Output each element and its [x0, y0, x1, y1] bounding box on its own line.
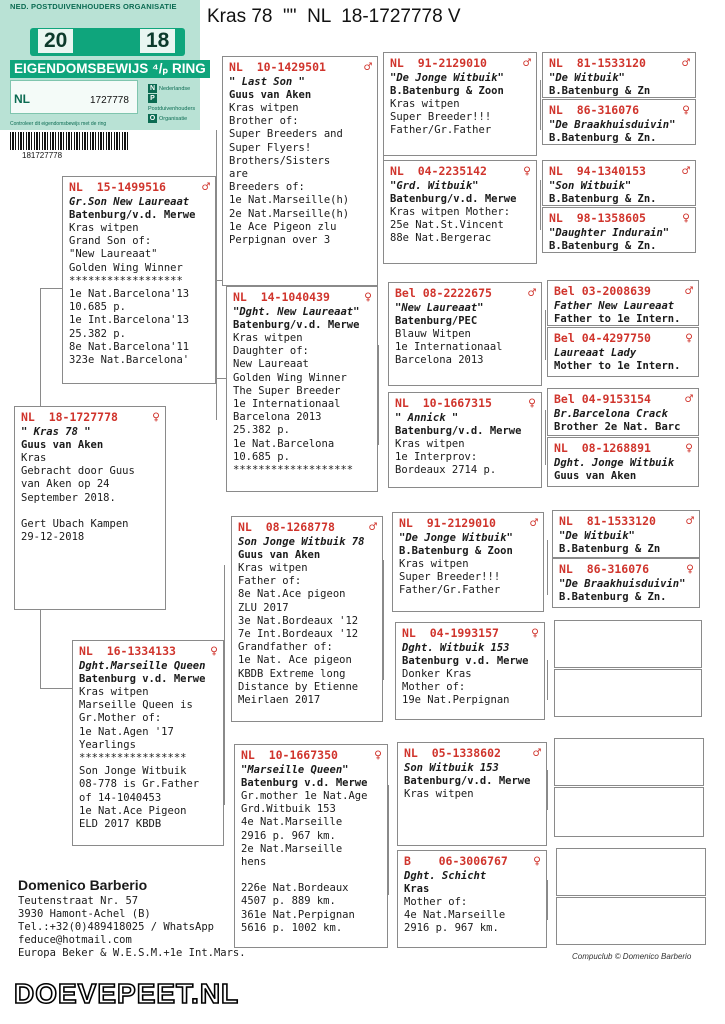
male-icon: ♂ [682, 56, 690, 71]
female-icon: ♀ [682, 103, 690, 118]
watermark-logo: DOEVEPEET.NL [14, 978, 240, 1009]
pigeon-card-fmmm[interactable] [547, 437, 699, 487]
pigeon-card-fmmf[interactable] [547, 388, 699, 436]
male-icon: ♂ [530, 516, 538, 531]
pigeon-owner: Guus van Aken [554, 470, 637, 482]
breeder-achievements: Europa Beker & W.E.S.M.+1e Int.Mars. [18, 947, 246, 959]
pigeon-name: Son Jonge Witbuik 78 [238, 536, 365, 548]
female-icon: ♀ [374, 748, 382, 763]
ring-number: NL 86-316076 [549, 103, 640, 117]
pigeon-card-ffmf[interactable] [542, 160, 696, 206]
pigeon-owner: B.Batenburg & Zn. [549, 193, 657, 205]
certificate-year-right: 18 [140, 29, 175, 53]
ring-number: NL 16-1334133 [79, 644, 176, 658]
male-icon: ♂ [682, 164, 690, 179]
pigeon-owner: Guus van Aken [229, 89, 312, 101]
pigeon-card-fmfm[interactable] [547, 327, 699, 377]
ring-number: NL 10-1667350 [241, 748, 338, 762]
female-icon: ♀ [528, 396, 536, 411]
page-title: Kras 78 "" NL 18-1727778 V [207, 6, 461, 27]
pigeon-owner: B.Batenburg & Zoon [399, 545, 513, 557]
pigeon-card-ffmm[interactable] [542, 207, 696, 253]
pigeon-card-fffm[interactable] [542, 99, 696, 145]
pigeon-card-fm[interactable]: NL 14-1040439 ♀ "Dght. New Laureaat" Batenburg/v.d. Merwe Kras witpen Daughter of: New Laureaat Golden Wing Winner The Super Breeder 1e Internationaal Barcelona 2013 25.382 p. 1e Nat.Barcelona 10.685 p. ******************* [226, 286, 378, 492]
pigeon-name: Son Witbuik 153 [404, 762, 499, 774]
female-icon: ♀ [531, 626, 539, 641]
ring-number: NL 08-1268891 [554, 441, 651, 455]
male-icon: ♂ [533, 746, 541, 761]
pigeon-card-mmf[interactable]: NL 05-1338602 ♂ Son Witbuik 153 Batenburg/v.d. Merwe Kras witpen [397, 742, 547, 846]
pigeon-card-fmm[interactable]: NL 10-1667315 ♀ " Annick " Batenburg/v.d. Merwe Kras witpen 1e Interprov: Bordeaux 2714 p. [388, 392, 542, 488]
pigeon-name: " Last Son " [229, 76, 305, 88]
pigeon-name: Dght.Marseille Queen [79, 660, 206, 672]
pigeon-owner: Mother to 1e Intern. [554, 360, 681, 372]
pigeon-owner: B.Batenburg & Zn. [549, 240, 657, 252]
ring-number: NL 81-1533120 [549, 56, 646, 70]
pigeon-name: "Grd. Witbuik" [390, 180, 479, 192]
pigeon-owner: Kras [404, 883, 430, 895]
ring-number: B 06-3006767 [404, 854, 508, 868]
certificate-ring-number: 1727778 [90, 95, 129, 106]
certificate-note: Controleer dit eigendomsbewijs met de ring [10, 121, 107, 127]
male-icon: ♂ [364, 60, 372, 75]
empty-slot [556, 897, 706, 945]
female-icon: ♀ [210, 644, 218, 659]
ring-number: NL 04-2235142 [390, 164, 487, 178]
pigeon-card-mmm[interactable]: B 06-3006767 ♀ Dght. Schicht Kras Mother of: 4e Nat.Marseille 2916 p. 967 km. [397, 850, 547, 948]
certificate-year [30, 28, 185, 56]
pigeon-owner: Batenburg/PEC [395, 315, 478, 327]
pigeon-card-mfff[interactable] [552, 510, 700, 558]
ring-number: NL 98-1358605 [549, 211, 646, 225]
female-icon: ♀ [682, 211, 690, 226]
pigeon-name: "De Jonge Witbuik" [399, 532, 513, 544]
pigeon-owner: Batenburg/v.d. Merwe [404, 775, 531, 787]
ring-number: Bel 08-2222675 [395, 286, 492, 300]
female-icon: ♀ [686, 562, 694, 577]
female-icon: ♀ [152, 410, 160, 425]
ring-number: NL 14-1040439 [233, 290, 330, 304]
pigeon-card-mf[interactable]: NL 08-1268778 ♂ Son Jonge Witbuik 78 Guus van Aken Kras witpen Father of: 8e Nat.Ace pigeon ZLU 2017 3e Nat.Bordeaux '12 7e Int.Bordeaux '12 Grandfather of: 1e Nat. Ace pigeon KBDB Extreme long Distance by Etienne Meirlaen 2017 [231, 516, 383, 722]
pigeon-owner: Batenburg/v.d. Merwe [69, 209, 196, 221]
pigeon-owner: Batenburg/v.d. Merwe [395, 425, 522, 437]
breeder-phone: Tel.:+32(0)489418025 / WhatsApp [18, 921, 214, 933]
barcode-number: 181727778 [22, 151, 63, 160]
female-icon: ♀ [533, 854, 541, 869]
ring-number: NL 15-1499516 [69, 180, 166, 194]
pigeon-name: "De Witbuik" [549, 72, 625, 84]
barcode [10, 132, 130, 150]
pigeon-name: "New Laureaat" [395, 302, 484, 314]
footer-credit: Compuclub © Domenico Barberio [572, 952, 692, 961]
pigeon-owner: B.Batenburg & Zn. [549, 132, 657, 144]
pigeon-name: Father New Laureaat [554, 300, 675, 312]
ring-number: NL 91-2129010 [399, 516, 496, 530]
pigeon-card-father[interactable]: NL 15-1499516 ♂ Gr.Son New Laureaat Batenburg/v.d. Merwe Kras witpen Grand Son of: "New Laureaat" Golden Wing Winner ****************** 1e Nat.Barcelona'13 10.685 p. 1e Int.Barcelona'13 25.382 p. 8e Nat.Barcelona'11 323e Nat.Barcelona' [62, 176, 216, 384]
pigeon-name: " Annick " [395, 412, 459, 424]
ring-number: NL 18-1727778 [21, 410, 118, 424]
pigeon-name: Br.Barcelona Crack [554, 408, 668, 420]
pigeon-name: "De Braakhuisduivin" [549, 119, 676, 131]
pigeon-card-mfm[interactable]: NL 04-1993157 ♀ Dght. Witbuik 153 Batenburg v.d. Merwe Donker Kras Mother of: 19e Nat.Perpignan [395, 622, 545, 720]
pigeon-owner: Batenburg/v.d. Merwe [390, 193, 517, 205]
pigeon-card-mffm[interactable] [552, 558, 700, 608]
ring-number: NL 94-1340153 [549, 164, 646, 178]
pigeon-name: "Marseille Queen" [241, 764, 349, 776]
female-icon: ♀ [523, 164, 531, 179]
pigeon-name: "Dght. New Laureaat" [233, 306, 360, 318]
pigeon-card-mff[interactable]: NL 91-2129010 ♂ "De Jonge Witbuik" B.Batenburg & Zoon Kras witpen Super Breeder!!! Father/Gr.Father [392, 512, 544, 612]
certificate-label: EIGENDOMSBEWIJS ⁴/ₚ RING [10, 60, 210, 78]
pigeon-owner: Batenburg v.d. Merwe [402, 655, 529, 667]
empty-slot [554, 787, 704, 837]
pigeon-owner: B.Batenburg & Zoon [390, 85, 504, 97]
pigeon-card-mm[interactable]: NL 10-1667350 ♀ "Marseille Queen" Batenburg v.d. Merwe Gr.mother 1e Nat.Age Grd.Witbuik 153 4e Nat.Marseille 2916 p. 967 km. 2e Nat.Marseille hens 226e Nat.Bordeaux 4507 p. 889 km. 361e Nat.Perpignan 5616 p. 1002 km. [234, 744, 388, 948]
ring-number: NL 10-1429501 [229, 60, 326, 74]
breeder-email[interactable]: feduce@hotmail.com [18, 934, 132, 946]
pigeon-card-mother[interactable]: NL 16-1334133 ♀ Dght.Marseille Queen Batenburg v.d. Merwe Kras witpen Marseille Queen is Gr.Mother of: 1e Nat.Agen '17 Yearlings ***************** Son Jonge Witbuik 08-778 is Gr.Father of 14-1040453 1e Nat.Ace Pigeon ELD 2017 KBDB [72, 640, 224, 846]
female-icon: ♀ [685, 441, 693, 456]
pigeon-name: Dght. Witbuik 153 [402, 642, 510, 654]
male-icon: ♂ [202, 180, 210, 195]
pigeon-owner: Father to 1e Intern. [554, 313, 681, 325]
pigeon-owner: Batenburg/v.d. Merwe [233, 319, 360, 331]
ring-number: NL 91-2129010 [390, 56, 487, 70]
breeder-info [18, 875, 246, 960]
pigeon-name: Gr.Son New Laureaat [69, 196, 190, 208]
pigeon-owner: Brother 2e Nat. Barc [554, 421, 681, 433]
empty-slot [556, 848, 706, 896]
pigeon-name: "Son Witbuik" [549, 180, 632, 192]
pigeon-owner: Guus van Aken [21, 439, 104, 451]
ring-number: Bel 04-4297750 [554, 331, 651, 345]
pigeon-name: "De Jonge Witbuik" [390, 72, 504, 84]
pigeon-owner: B.Batenburg & Zn. [559, 591, 667, 603]
pigeon-owner: Guus van Aken [238, 549, 321, 561]
ring-number: NL 10-1667315 [395, 396, 492, 410]
ring-number: Bel 04-9153154 [554, 392, 651, 406]
ring-number: NL 04-1993157 [402, 626, 499, 640]
ring-number: NL 86-316076 [559, 562, 650, 576]
pigeon-card-ffm[interactable]: NL 04-2235142 ♀ "Grd. Witbuik" Batenburg/v.d. Merwe Kras witpen Mother: 25e Nat.St.Vincent 88e Nat.Bergerac [383, 160, 537, 264]
pigeon-name: "De Braakhuisduivin" [559, 578, 686, 590]
ring-number: Bel 03-2008639 [554, 284, 651, 298]
male-icon: ♂ [528, 286, 536, 301]
pigeon-card-fff[interactable]: NL 91-2129010 ♂ "De Jonge Witbuik" B.Batenburg & Zoon Kras witpen Super Breeder!!! Father/Gr.Father [383, 52, 537, 156]
pigeon-card-fmff[interactable] [547, 280, 699, 326]
pigeon-owner: B.Batenburg & Zn [549, 85, 651, 97]
pigeon-card-main[interactable]: NL 18-1727778 ♀ " Kras 78 " Guus van Aken Kras Gebracht door Guus van Aken op 24 September 2018. Gert Ubach Kampen 29-12-2018 [14, 406, 166, 610]
male-icon: ♂ [686, 514, 694, 529]
breeder-name: Domenico Barberio [18, 877, 148, 893]
female-icon: ♀ [364, 290, 372, 305]
pigeon-card-ff[interactable]: NL 10-1429501 ♂ " Last Son " Guus van Aken Kras witpen Brother of: Super Breeders and Super Flyers! Brothers/Sisters are Breeders of: 1e Nat.Marseille(h) 2e Nat.Marseille(h) 1e Ace Pigeon zlu Perpignan over 3 [222, 56, 378, 286]
pigeon-name: "Daughter Indurain" [549, 227, 670, 239]
empty-slot [554, 669, 702, 717]
female-icon: ♀ [685, 331, 693, 346]
ring-number: NL 81-1533120 [559, 514, 656, 528]
breeder-address: Teutenstraat Nr. 57 [18, 895, 139, 907]
ring-certificate [0, 0, 206, 162]
male-icon: ♂ [523, 56, 531, 71]
pigeon-card-ffff[interactable] [542, 52, 696, 98]
certificate-country: NL [14, 92, 30, 106]
pigeon-owner: Batenburg v.d. Merwe [241, 777, 368, 789]
empty-slot [554, 738, 704, 786]
ring-number: NL 08-1268778 [238, 520, 335, 534]
breeder-city: 3930 Hamont-Achel (B) [18, 908, 151, 920]
pigeon-name: Laureaat Lady [554, 347, 637, 359]
pigeon-owner: Batenburg v.d. Merwe [79, 673, 206, 685]
certificate-legend: N Nederlandse PPostduivenhouders O Organisatie [148, 85, 196, 122]
male-icon: ♂ [369, 520, 377, 535]
pigeon-card-fmf[interactable]: Bel 08-2222675 ♂ "New Laureaat" Batenburg/PEC Blauw Witpen 1e Internationaal Barcelona 2013 [388, 282, 542, 386]
certificate-org: NED. POSTDUIVENHOUDERS ORGANISATIE [10, 2, 177, 11]
ring-number: NL 05-1338602 [404, 746, 501, 760]
empty-slot [554, 620, 702, 668]
male-icon: ♂ [685, 284, 693, 299]
male-icon: ♂ [685, 392, 693, 407]
pigeon-name: " Kras 78 " [21, 426, 91, 438]
pigeon-owner: B.Batenburg & Zn [559, 543, 661, 555]
certificate-year-left: 20 [38, 29, 73, 53]
pigeon-name: Dght. Schicht [404, 870, 487, 882]
pigeon-name: Dght. Jonge Witbuik [554, 457, 675, 469]
pigeon-name: "De Witbuik" [559, 530, 635, 542]
